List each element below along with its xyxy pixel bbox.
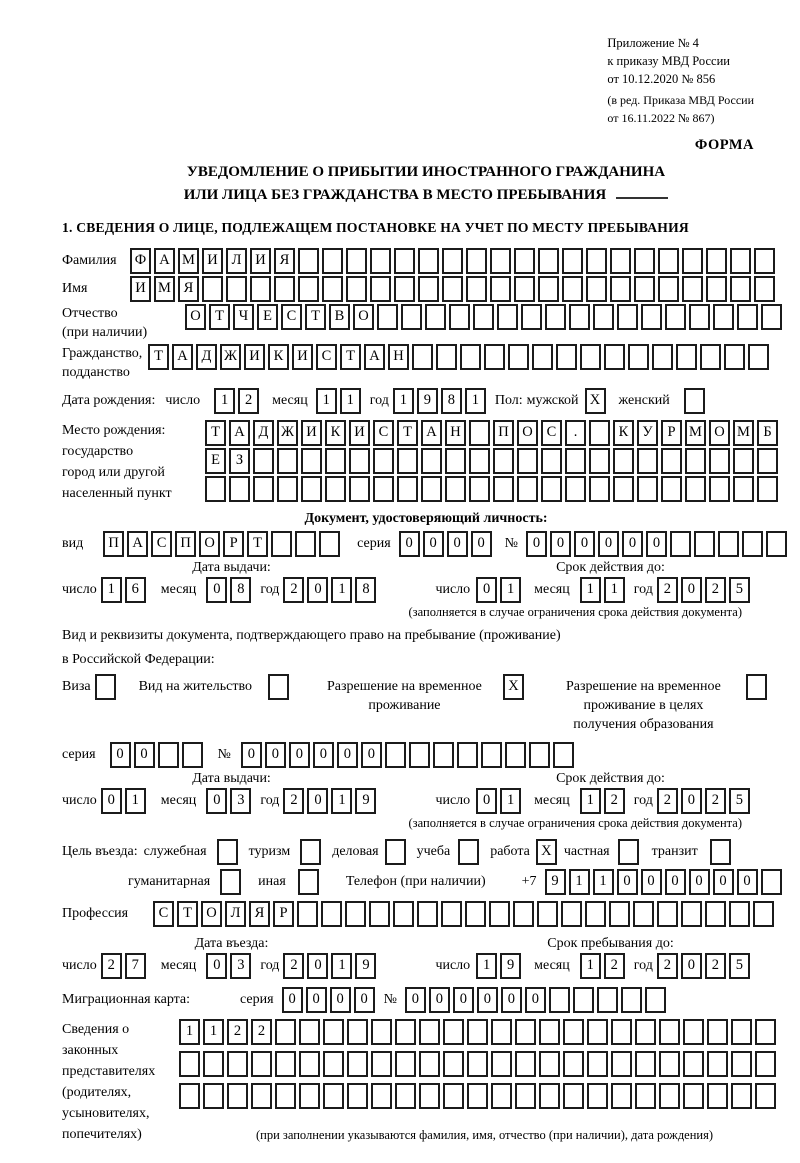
residence-doc-options-row [62,674,790,734]
residence-issue-day-cells[interactable]: 0 1 [101,788,149,814]
edition-reference [607,91,754,127]
representatives-cells-block [179,1019,790,1143]
identity-valid-day-cells[interactable]: 0 1 [476,577,524,603]
birth-place-label: Место рождения: государство город или другой населенный пункт [62,423,172,501]
form-title-line-1: УВЕДОМЛЕНИЕ О ПРИБЫТИИ ИНОСТРАННОГО ГРАЖДАНИНА [186,164,666,180]
entry-date-heading: Дата въезда: [194,936,269,951]
day-label: число [62,582,97,597]
day-label: число [62,793,97,808]
temp-residence-education-checkbox[interactable] [746,674,770,700]
representatives-note: (при заполнении указываются фамилия, имя, отчество (при наличии), дата рождения) [255,1128,714,1142]
migration-series-cells[interactable]: 0 0 0 0 [282,987,378,1013]
migration-card-label: Миграционная карта: [62,992,191,1007]
given-name-label: Имя [62,281,88,296]
purpose-official-checkbox[interactable] [217,839,241,865]
migration-card-row [62,987,790,1013]
birth-date-label: Дата рождения: [62,393,156,408]
purpose-other-checkbox[interactable] [298,869,322,895]
entry-month-cells[interactable]: 0 3 [206,953,254,979]
representatives-row1-cells[interactable]: 1 1 2 2 [179,1019,779,1045]
month-label: месяц [160,582,197,597]
sex-label: Пол: [494,393,523,408]
day-label: число [62,958,97,973]
birth-place-cells-block [205,420,790,507]
identity-issue-year-cells[interactable]: 2 0 1 8 [283,577,379,603]
identity-issue-month-cells[interactable]: 0 8 [206,577,254,603]
month-label: месяц [160,793,197,808]
identity-doc-kind-row [62,531,790,557]
month-label: месяц [534,793,570,808]
birth-year-cells[interactable]: 1 9 8 1 [393,388,489,414]
visa-checkbox[interactable] [95,674,119,700]
day-label: число [435,793,471,808]
residence-valid-month-cells[interactable]: 1 2 [580,788,628,814]
residence-issue-month-cells[interactable]: 0 3 [206,788,254,814]
phone-label: Телефон (при наличии) [345,874,486,889]
form-title-line-2: ИЛИ ЛИЦА БЕЗ ГРАЖДАНСТВА В МЕСТО ПРЕБЫВАНИЯ [62,183,790,206]
day-label: число [435,958,471,973]
birth-place-row2-cells[interactable]: Е З [205,448,781,474]
patronymic-row [62,304,790,342]
residence-issue-heading: Дата выдачи: [192,771,271,786]
appendix-line-2: к приказу МВД России [607,54,730,68]
identity-doc-kind-cells[interactable]: П А С П О Р Т [103,531,343,557]
birth-month-cells[interactable]: 1 1 [316,388,364,414]
appendix-line-1: Приложение № 4 [607,36,699,50]
month-label: месяц [272,393,308,408]
edition-line-1: (в ред. Приказа МВД России [607,93,754,107]
migration-number-label: № [383,992,397,1007]
residence-valid-note: (заполняется в случае ограничения срока действия документа) [408,816,742,830]
purpose-label: Цель въезда: [62,844,138,859]
entry-date-headings [62,935,790,953]
purpose-business-checkbox[interactable] [385,839,409,865]
surname-cells[interactable]: Ф А М И Л И Я [130,248,778,274]
entry-dates-row [62,953,790,979]
temp-residence-education-label: Разрешение на временное проживание в целях получения образования [565,679,721,732]
stay-month-cells[interactable]: 1 2 [580,953,628,979]
purpose-tourism-label: туризм [248,844,291,859]
temp-residence-checkbox[interactable]: X [503,674,527,700]
residence-series-cells[interactable]: 0 0 [110,742,206,768]
section-1-heading: 1. СВЕДЕНИЯ О ЛИЦЕ, ПОДЛЕЖАЩЕМ ПОСТАНОВКЕ НА УЧЕТ ПО МЕСТУ ПРЕБЫВАНИЯ [62,220,689,235]
identity-doc-date-headings [62,559,790,577]
birth-place-row [62,420,790,507]
sex-female-label: женский [618,393,670,408]
month-label: месяц [534,582,570,597]
phone-cells[interactable]: 9 1 1 0 0 0 0 0 0 [545,869,785,895]
purpose-humanitarian-label: гуманитарная [128,874,211,889]
identity-doc-number-cells[interactable]: 0 0 0 0 0 0 [526,531,790,557]
residence-doc-intro-2: в Российской Федерации: [62,652,215,667]
representatives-row [62,1019,790,1145]
migration-series-label: серия [240,992,274,1007]
identity-issue-heading: Дата выдачи: [192,560,271,575]
identity-valid-note: (заполняется в случае ограничения срока действия документа) [408,605,742,619]
year-label: год [260,958,280,973]
residence-number-cells[interactable]: 0 0 0 0 0 0 [241,742,577,768]
year-label: год [633,958,653,973]
migration-number-cells[interactable]: 0 0 0 0 0 0 [405,987,669,1013]
purpose-work-checkbox[interactable]: X [536,839,560,865]
identity-doc-dates-row [62,577,790,603]
birth-day-cells[interactable]: 1 2 [214,388,262,414]
birth-place-row3-cells[interactable] [205,476,781,502]
purpose-private-checkbox[interactable] [618,839,642,865]
purpose-tourism-checkbox[interactable] [300,839,324,865]
month-label: месяц [160,958,197,973]
purpose-official-label: служебная [143,844,207,859]
phone-prefix: +7 [521,874,537,889]
residence-valid-day-cells[interactable]: 0 1 [476,788,524,814]
stay-day-cells[interactable]: 1 9 [476,953,524,979]
sex-male-label: мужской [526,393,579,408]
residence-series-label: серия [62,747,96,762]
patronymic-label: Отчество (при наличии) [62,306,148,340]
residence-valid-heading: Срок действия до: [556,771,665,786]
surname-label: Фамилия [62,253,117,268]
identity-valid-year-cells[interactable]: 2 0 2 5 [657,577,753,603]
citizenship-cells[interactable]: Т А Д Ж И К И С Т А Н [148,344,772,370]
stay-year-cells[interactable]: 2 0 2 5 [657,953,753,979]
identity-doc-kind-label: вид [62,536,84,551]
residence-doc-intro-1: Вид и реквизиты документа, подтверждающего право на пребывание (проживание) [62,628,561,643]
residence-doc-date-headings [62,770,790,788]
purpose-study-label: учеба [416,844,451,859]
patronymic-cells[interactable]: О Т Ч Е С Т В О [185,304,785,330]
residence-valid-year-cells[interactable]: 2 0 2 5 [657,788,753,814]
identity-doc-heading: Документ, удостоверяющий личность: [304,511,548,526]
identity-doc-number-label: № [504,536,518,551]
day-label: число [435,582,471,597]
temp-residence-label: Разрешение на временное проживание [326,679,482,713]
citizenship-row [62,344,790,382]
title-blank-line [616,183,668,199]
purpose-transit-checkbox[interactable] [710,839,734,865]
residence-doc-series-row [62,742,790,768]
sex-male-checkbox[interactable]: X [585,388,609,414]
appendix-line-3: от 10.12.2020 № 856 [607,72,716,86]
residence-issue-year-cells[interactable]: 2 0 1 9 [283,788,379,814]
day-label: число [165,393,201,408]
year-label: год [260,793,280,808]
residence-doc-dates-row [62,788,790,814]
identity-doc-series-label: серия [357,536,391,551]
birth-place-row1-cells[interactable]: Т А Д Ж И К И С Т А Н П О С . К У Р М О М Б [205,420,781,446]
year-label: год [633,582,653,597]
profession-label: Профессия [62,906,129,921]
edition-line-2: от 16.11.2022 № 867) [607,111,715,125]
month-label: месяц [534,958,570,973]
purpose-row-2 [62,869,790,895]
profession-cells[interactable]: С Т О Л Я Р [153,901,777,927]
year-label: год [260,582,280,597]
identity-doc-series-cells[interactable]: 0 0 0 0 [399,531,495,557]
identity-issue-day-cells[interactable]: 1 6 [101,577,149,603]
purpose-business-label: деловая [332,844,379,859]
given-name-cells[interactable]: И М Я [130,276,778,302]
purpose-private-label: частная [563,844,610,859]
purpose-row [62,839,790,865]
profession-row [62,901,790,927]
entry-year-cells[interactable]: 2 0 1 9 [283,953,379,979]
purpose-work-label: работа [490,844,530,859]
appendix-reference [607,34,754,127]
form-title [62,162,790,206]
purpose-transit-label: транзит [651,844,698,859]
purpose-other-label: иная [258,874,286,889]
given-name-row [62,276,790,302]
birth-date-row [62,388,790,414]
identity-valid-month-cells[interactable]: 1 1 [580,577,628,603]
identity-valid-heading: Срок действия до: [556,560,665,575]
sex-female-checkbox[interactable] [684,388,708,414]
representatives-row3-cells[interactable] [179,1083,779,1109]
stay-until-heading: Срок пребывания до: [547,936,674,951]
year-label: год [369,393,389,408]
representatives-label: Сведения о законных представителях (родителях, усыновителях, попечителях) [62,1022,156,1142]
representatives-row2-cells[interactable] [179,1051,779,1077]
residence-permit-label: Вид на жительство [138,679,252,694]
residence-number-label: № [217,747,231,762]
year-label: год [633,793,653,808]
purpose-humanitarian-checkbox[interactable] [220,869,244,895]
visa-label: Виза [62,679,91,694]
residence-permit-checkbox[interactable] [268,674,292,700]
purpose-study-checkbox[interactable] [458,839,482,865]
entry-day-cells[interactable]: 2 7 [101,953,149,979]
surname-row [62,248,790,274]
citizenship-label: Гражданство, подданство [62,346,143,380]
form-label: ФОРМА [694,137,754,153]
